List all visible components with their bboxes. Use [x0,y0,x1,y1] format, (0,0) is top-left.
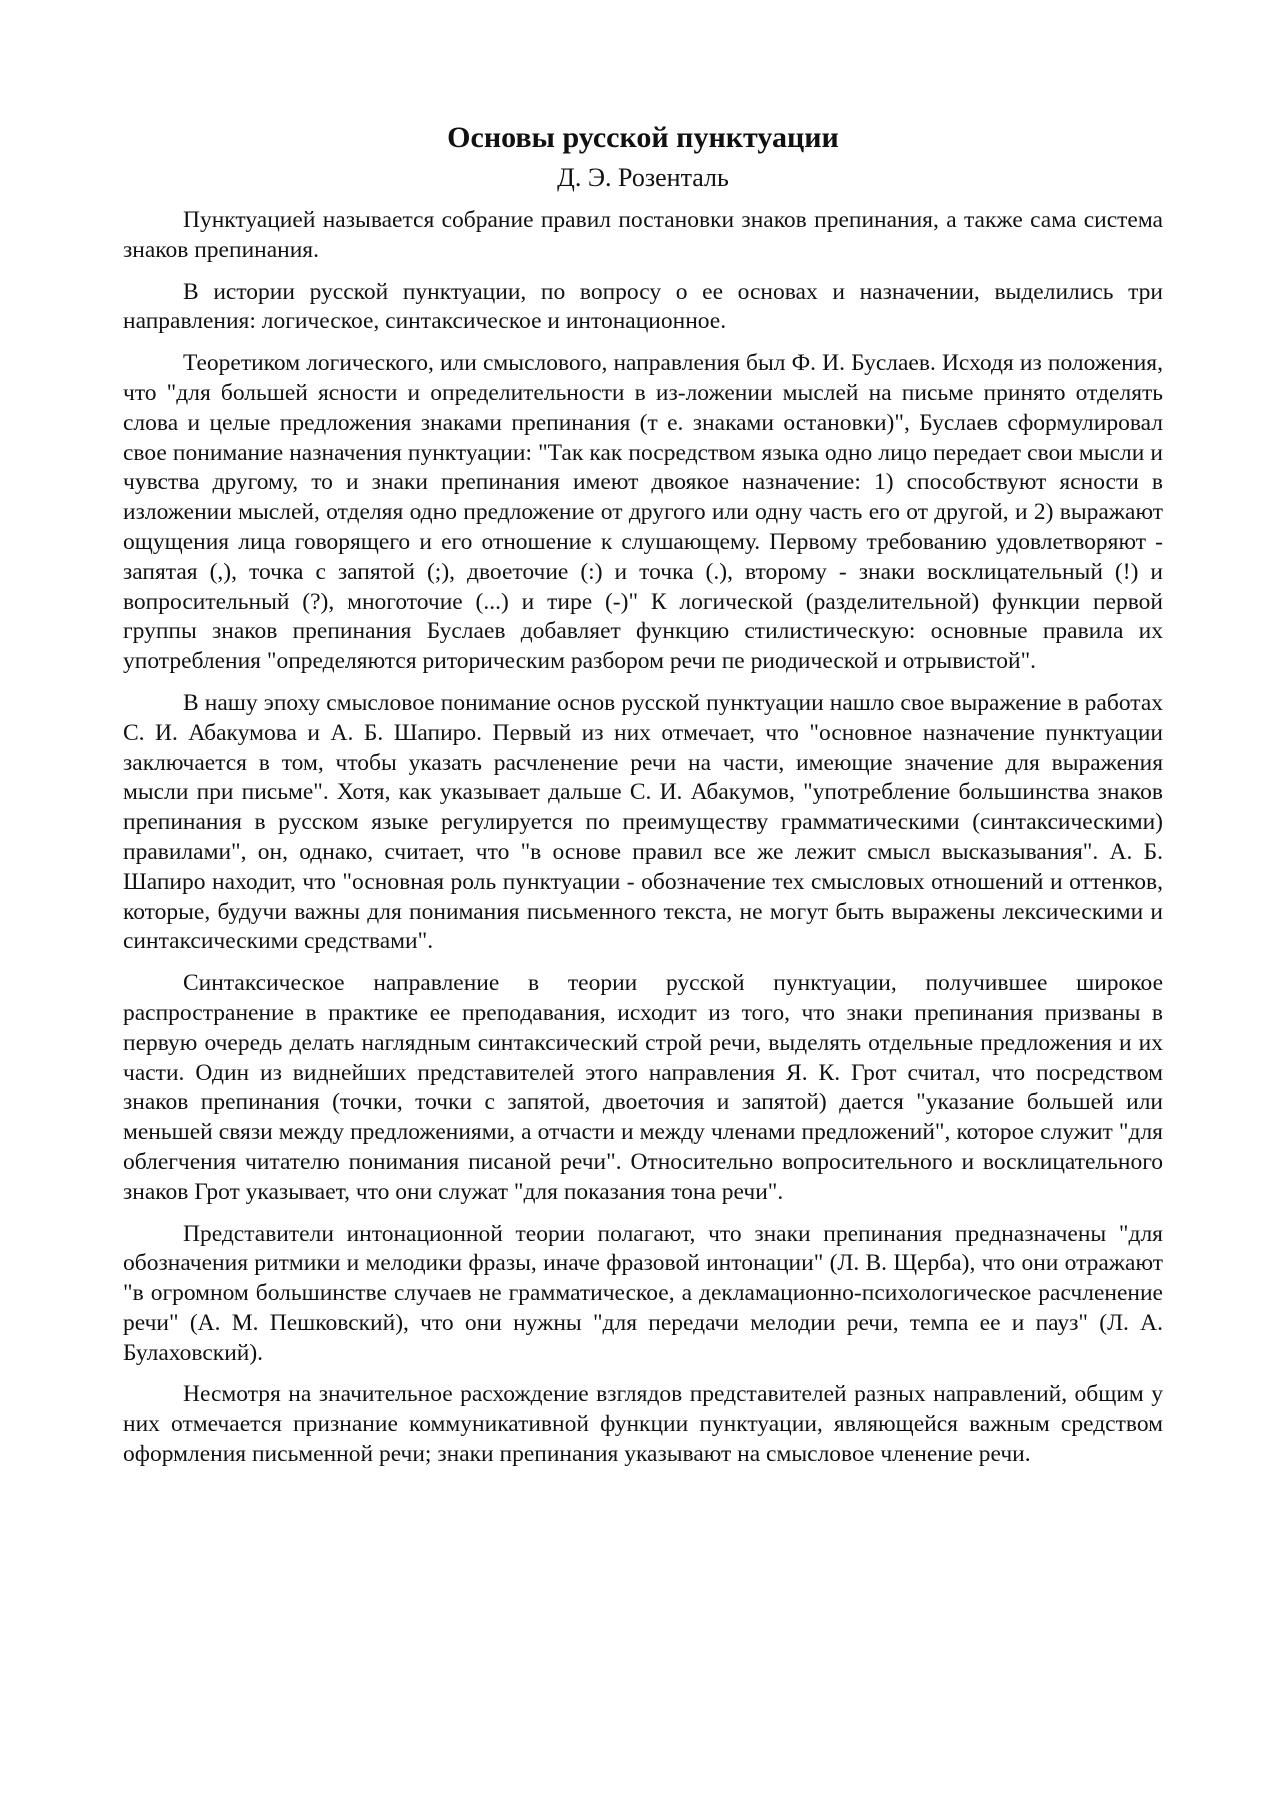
paragraph-abakumov-shapiro: В нашу эпоху смысловое понимание основ русской пунктуации нашло свое выражение в работах С. И. Абакумова и А. Б. Шапиро. Первый из них отмечает, что "основное назначение пунктуации заключается в том, чтобы указать расчленение речи на части, имеющие значение для выражения мысли при письме". Хотя, как указывает дальше С. И. Абакумов, "употребление большинства знаков препинания в русском языке регулируется по преимуществу грамматическими (синтаксическими) правилами", он, однако, считает, что "в основе правил все же лежит смысл высказывания". А. Б. Шапиро находит, что "основная роль пунктуации - обозначение тех смысловых отношений и оттенков, которые, будучи важны для понимания письменного текста, не могут быть выражены лексическими и синтаксическими средствами". [123,689,1163,955]
document-title: Основы русской пунктуации [447,121,839,154]
paragraph-logical-buslaev: Теоретиком логического, или смыслового, направления был Ф. И. Буслаев. Исходя из положения, что "для большей ясности и определительности в из-ложении мыслей на письме принято отделять слова и целые предложения знаками препинания (т е. знаками остановки)", Буслаев сформулировал свое понимание назначения пунктуации: "Так как посредством языка одно лицо передает свои мысли и чувства другому, то и знаки препинания имеют двоякое назначение: 1) способствуют ясности в изложении мыслей, отделяя одно предложение от другого или одну часть его от другой, и 2) выражают ощущения лица говорящего и его отношение к слушающему. Первому требованию удовлетворяют - запятая (,), точка с запятой (;), двоеточие (:) и точка (.), второму - знаки восклицательный (!) и вопросительный (?), многоточие (...) и тире (-)" К логической (разделительной) функции первой группы знаков препинания Буслаев добавляет функцию стилистическую: основные правила их употребления "определяются риторическим разбором речи пе риодической и отрывистой". [123,350,1163,675]
paragraph-syntactic-grot: Синтаксическое направление в теории русской пунктуации, получившее широкое распространение в практике ее преподавания, исходит из того, что знаки препинания призваны в первую очередь делать наглядным синтаксический строй речи, выделять отдельные предложения и их части. Один из виднейших представителей этого направления Я. К. Грот считал, что посредством знаков препинания (точки, точки с запятой, двоеточия и запятой) дается "указание большей или меньшей связи между предложениями, а отчасти и между членами предложений", которое служит "для облегчения читателю понимания писаной речи". Относительно вопросительного и восклицательного знаков Грот указывает, что они служат "для показания тона речи". [123,970,1163,1205]
document-author: Д. Э. Розенталь [557,163,729,192]
document-page [123,120,1163,1482]
paragraph-directions: В истории русской пунктуации, по вопросу о ее основах и назначении, выделились три направления: логическое, синтаксическое и интонационное. [123,278,1163,335]
paragraph-definition: Пунктуацией называется собрание правил постановки знаков препинания, а также сама система знаков препинания. [123,207,1163,263]
paragraph-intonational: Представители интонационной теории полагают, что знаки препинания предназначены "для обозначения ритмики и мелодики фразы, иначе фразовой интонации" (Л. В. Щерба), что они отражают "в огромном большинстве случаев не грамматическое, а декламационно-психологическое расчленение речи" (А. М. Пешковский), что они нужны "для передачи мелодии речи, темпа ее и пауз" (Л. А. Булаховский). [123,1220,1163,1366]
paragraph-conclusion: Несмотря на значительное расхождение взглядов представителей разных направлений, общим у них отмечается признание коммуникативной функции пунктуации, являющейся важным средством оформления письменной речи; знаки препинания указывают на смысловое членение речи. [123,1381,1163,1468]
